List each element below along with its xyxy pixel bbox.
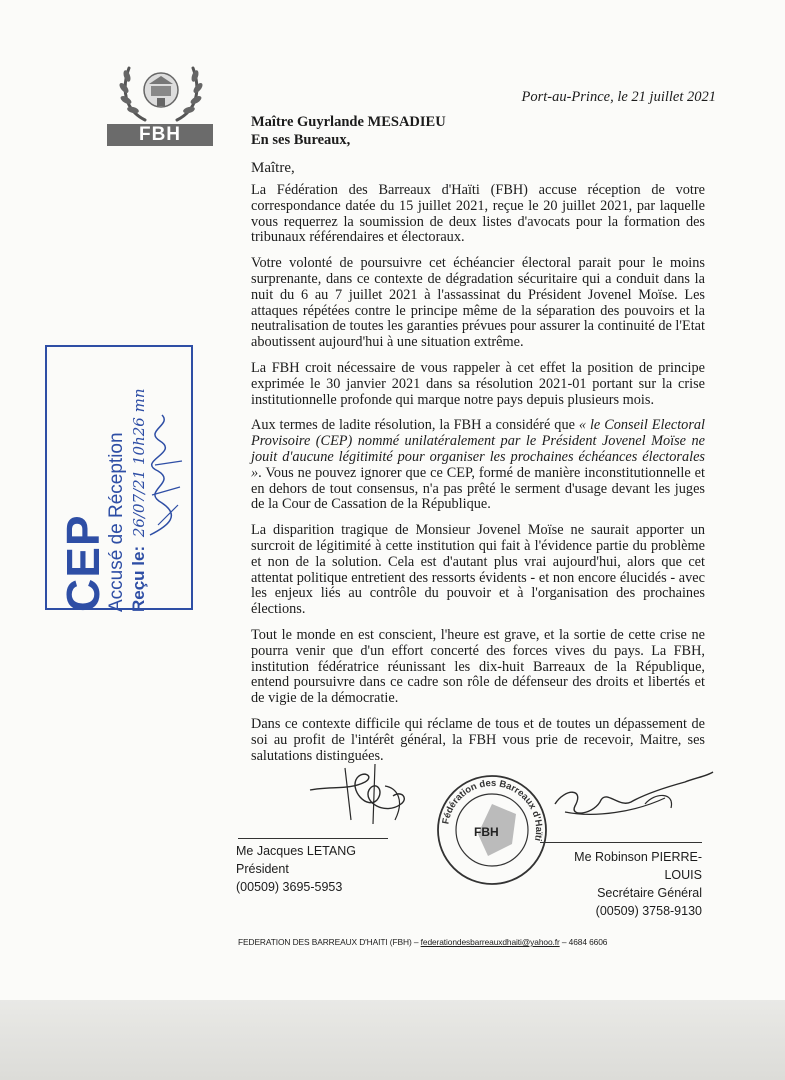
- seal-center-text: FBH: [474, 825, 499, 839]
- paragraph-2: Votre volonté de poursuivre cet échéancier électoral parait pour le moins surprenante, dans ce contexte de dégradation sécuritaire qui a conduit dans la nuit du 6 au 7 juillet 2021 à l'assassinat du Président Jovenel Moïse. Les attaques répétées contre le principe même de la séparation des pouvoirs et la neutralisation de toutes les garanties prévues pour assurer la continuité de l'Etat aboutissent aujourd'hui à une situation extrême.: [251, 255, 705, 351]
- paragraph-3: La FBH croit nécessaire de vous rappeler à cet effet la position de principe exprimée le 30 janvier 2021 dans sa résolution 2021-01 portant sur la crise institutionnelle profonde qui marque notre pays depuis plusieurs mois.: [251, 359, 705, 408]
- president-signature-icon: [305, 760, 415, 830]
- salutation: Maître,: [251, 160, 295, 176]
- secretary-signature-icon: [545, 768, 715, 828]
- paragraph-4-after: . Vous ne pouvez ignorer que ce CEP, formé de manière inconstitutionnelle et en dehors de tout consensus, n'a pas prêté le serment d'usage devant les juges de la Cour de Cassation de la République.: [251, 464, 705, 513]
- wreath-emblem-icon: [115, 62, 207, 124]
- stamp-received-label: Reçu le:: [129, 545, 148, 612]
- signature-line-right: [540, 842, 702, 843]
- letter-body: [251, 183, 705, 774]
- signer-right-name: Me Robinson PIERRE-LOUIS: [574, 850, 702, 882]
- addressee-name: Maître Guyrlande MESADIEU: [251, 114, 446, 130]
- signer-left-title: Président: [236, 862, 289, 876]
- paragraph-6: Tout le monde en est conscient, l'heure est grave, et la sortie de cette crise ne pourra venir que d'un effort concerté des forces vives du pays. La FBH, institution fédératrice réunissant les dix-huit Barreaux de la République, entend poursuivre dans ce cadre son rôle de défenseur des droits et libertés et de vigie de la démocratie.: [251, 626, 705, 707]
- paragraph-4-quote: « le Conseil Electoral Provisoire (CEP) nommé unilatéralement par le Président Jovenel Moïse ne jouit d'aucune légitimité pour organiser les prochaines échéances électorales »: [251, 417, 706, 481]
- stamp-title: CEP: [57, 514, 109, 612]
- footer-email-link[interactable]: federationdesbarreauxdhaiti@yahoo.fr: [420, 937, 560, 947]
- scan-edge: [0, 1000, 785, 1080]
- fbh-logo: [107, 62, 215, 148]
- stamp-subtitle: Accusé de Réception: [106, 432, 127, 612]
- paragraph-7: Dans ce contexte difficile qui réclame de tous et de toutes un dépassement de soi au profit de l'intérêt général, la FBH vous prie de recevoir, Maitre, ses salutations distinguées.: [251, 715, 705, 764]
- seal-ring-text: Fédération des Barreaux d'Haïti: [440, 777, 545, 843]
- signer-left-phone: (00509) 3695-5953: [236, 880, 343, 894]
- signer-right-phone: (00509) 3758-9130: [595, 904, 702, 918]
- place-date: Port-au-Prince, le 21 juillet 2021: [521, 89, 716, 105]
- paragraph-4: [251, 418, 705, 513]
- addressee-block: [251, 113, 446, 149]
- fbh-seal: [436, 774, 548, 886]
- signer-secretary: [540, 848, 702, 920]
- signer-president: [236, 842, 356, 896]
- stamp-signature-icon: [100, 375, 200, 575]
- paragraph-5: La disparition tragique de Monsieur Jovenel Moïse ne saurait apporter un surcroit de légitimité à cette institution qui fait à l'évidence partie du problème et non de la solution. Cela est d'autant plus vrai aujourd'hui, alors que cet attentat politique entretient des ressorts évidents - et non encore élucidés - avec les enjeux liés au contrôle du pouvoir et à l'organisation des prochaines élections.: [251, 522, 705, 618]
- addressee-line2: En ses Bureaux,: [251, 132, 351, 148]
- footer-org: FEDERATION DES BARREAUX D'HAITI (FBH) –: [238, 937, 421, 947]
- letter-footer: [238, 937, 706, 947]
- logo-text: FBH: [107, 124, 213, 146]
- paragraph-4-before: Aux termes de ladite résolution, la FBH a considéré que: [251, 417, 579, 434]
- signer-left-name: Me Jacques LETANG: [236, 844, 356, 858]
- paragraph-1: La Fédération des Barreaux d'Haïti (FBH) accuse réception de votre correspondance datée du 15 juillet 2021, reçue le 20 juillet 2021, par laquelle vous requerrez la soumission de deux listes d'avocats pour la formation des tribunaux référendaires et électoraux.: [251, 182, 705, 246]
- footer-phone: – 4684 6606: [559, 937, 608, 947]
- signature-line-left: [238, 838, 388, 839]
- stamp-received-handwritten: 26/07/21 10h26 mn: [130, 388, 148, 538]
- signer-right-title: Secrétaire Général: [597, 886, 702, 900]
